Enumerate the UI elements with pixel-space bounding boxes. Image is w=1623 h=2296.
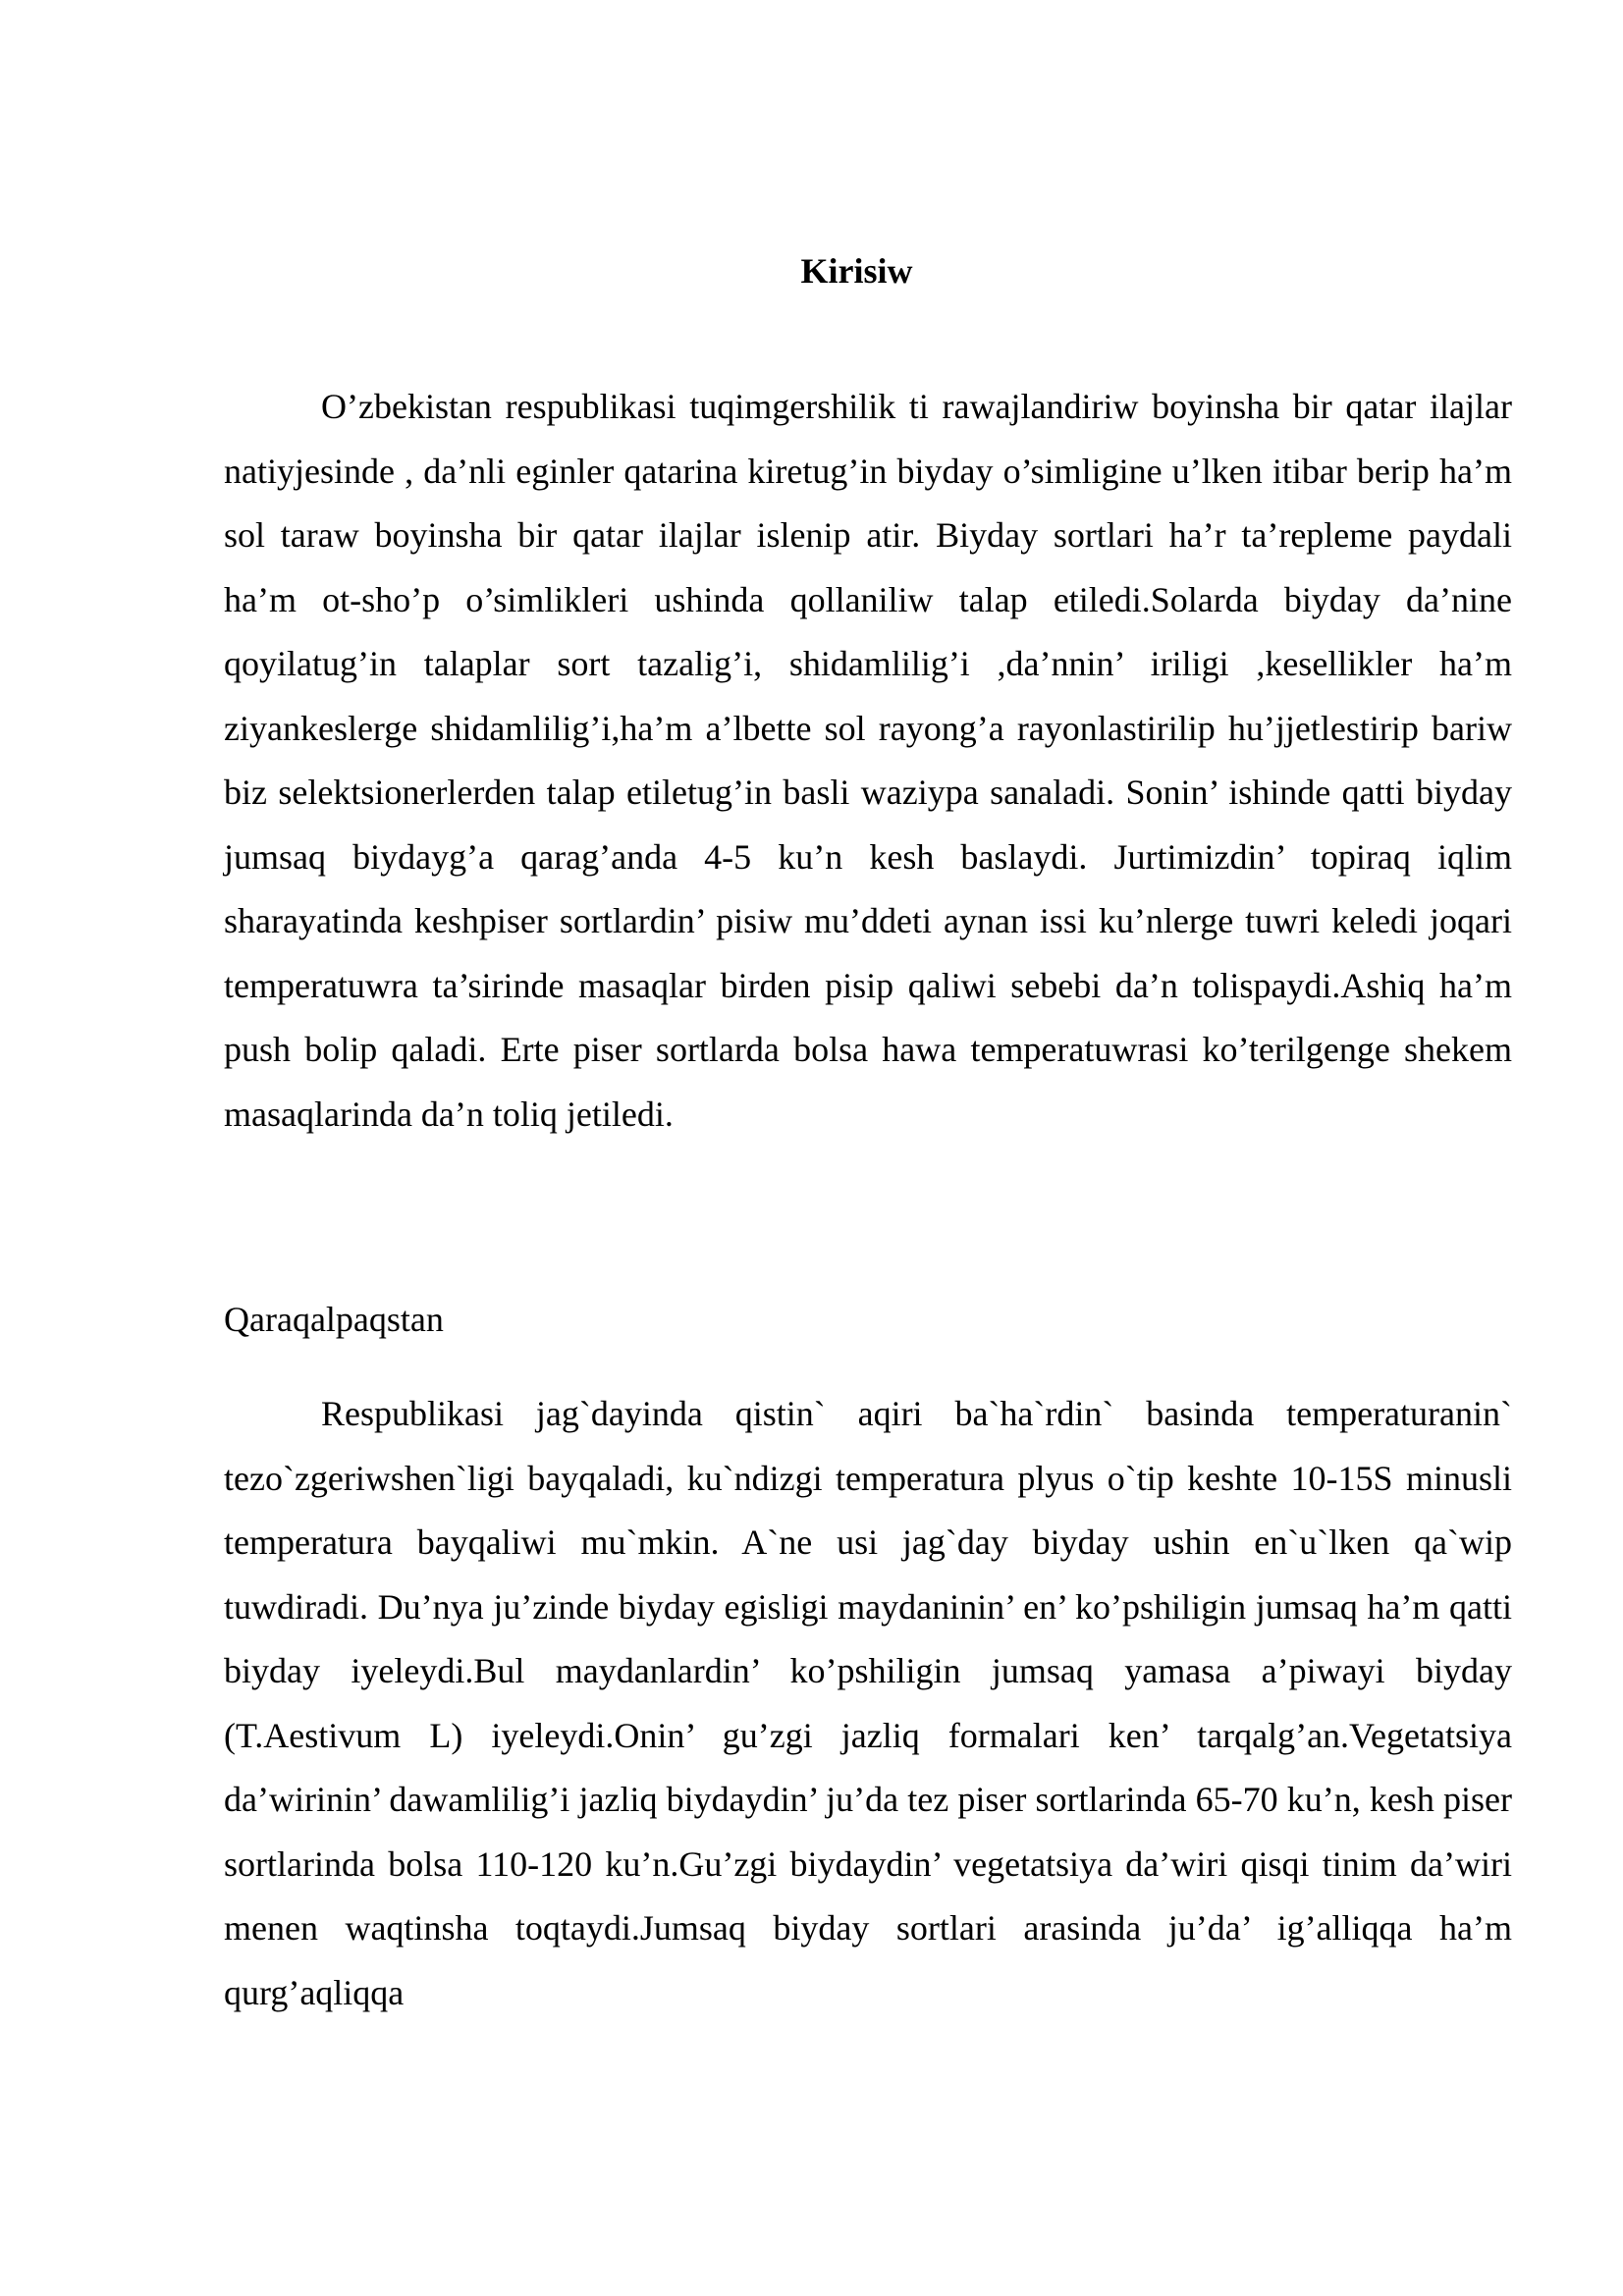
section-subheading: Qaraqalpaqstan <box>224 1300 444 1339</box>
body-paragraph-1: O’zbekistan respublikasi tuqimgershilik ti rawajlandiriw boyinsha bir qatar ilajlar natiyjesinde , da’nli eginler qatarina kiretug’in biyday o’simligine u’lken itibar berip ha’m sol taraw boyinsha bir qatar ilajlar islenip atir. Biyday sortlari ha’r ta’repleme paydali ha’m ot-sho’p o’simlikleri ushinda qollaniliw talap etiledi.Solarda biyday da’nine qoyilatug’in talaplar sort tazalig’i, shidamlilig’i ,da’nnin’ iriligi ,kesellikler ha’m ziyankeslerge shidamlilig’i,ha’m a’lbette sol rayong’a rayonlastirilip hu’jjetlestirip bariw biz selektsionerlerden talap etiletug’in basli waziypa sanaladi. Sonin’ ishinde qatti biyday jumsaq biydayg’a qarag’anda 4-5 ku’n kesh baslaydi. Jurtimizdin’ topiraq iqlim sharayatinda keshpiser sortlardin’ pisiw mu’ddeti aynan issi ku’nlerge tuwri keledi joqari temperatuwra ta’sirinde masaqlar birden pisip qaliwi sebebi da’n tolispaydi.Ashiq ha’m push bolip qaladi. Erte piser sortlarda bolsa hawa temperatuwrasi ko’terilgenge shekem masaqlarinda da’n toliq jetiledi. <box>224 387 1512 1134</box>
body-paragraph-2: Respublikasi jag`dayinda qistin` aqiri ba`ha`rdin` basinda temperaturanin` tezo`zgeriwshen`ligi bayqaladi, ku`ndizgi temperatura plyus o`tip keshte 10-15S minusli temperatura bayqaliwi mu`mkin. A`ne usi jag`day biyday ushin en`u`lken qa`wip tuwdiradi. Du’nya ju’zinde biyday egisligi maydaninin’ en’ ko’pshiligin jumsaq ha’m qatti biyday iyeleydi.Bul maydanlardin’ ko’pshiligin jumsaq yamasa a’piwayi biyday (T.Aestivum L) iyeleydi.Onin’ gu’zgi jazliq formalari ken’ tarqalg’an.Vegetatsiya da’wirinin’ dawamlilig’i jazliq biydaydin’ ju’da tez piser sortlarinda 65-70 ku’n, kesh piser sortlarinda bolsa 110-120 ku’n.Gu’zgi biydaydin’ vegetatsiya da’wiri qisqi tinim da’wiri menen waqtinsha toqtaydi.Jumsaq biyday sortlari arasinda ju’da’ ig’alliqqa ha’m qurg’aqliqqa <box>224 1394 1512 2012</box>
page-heading: Kirisiw <box>800 251 913 291</box>
